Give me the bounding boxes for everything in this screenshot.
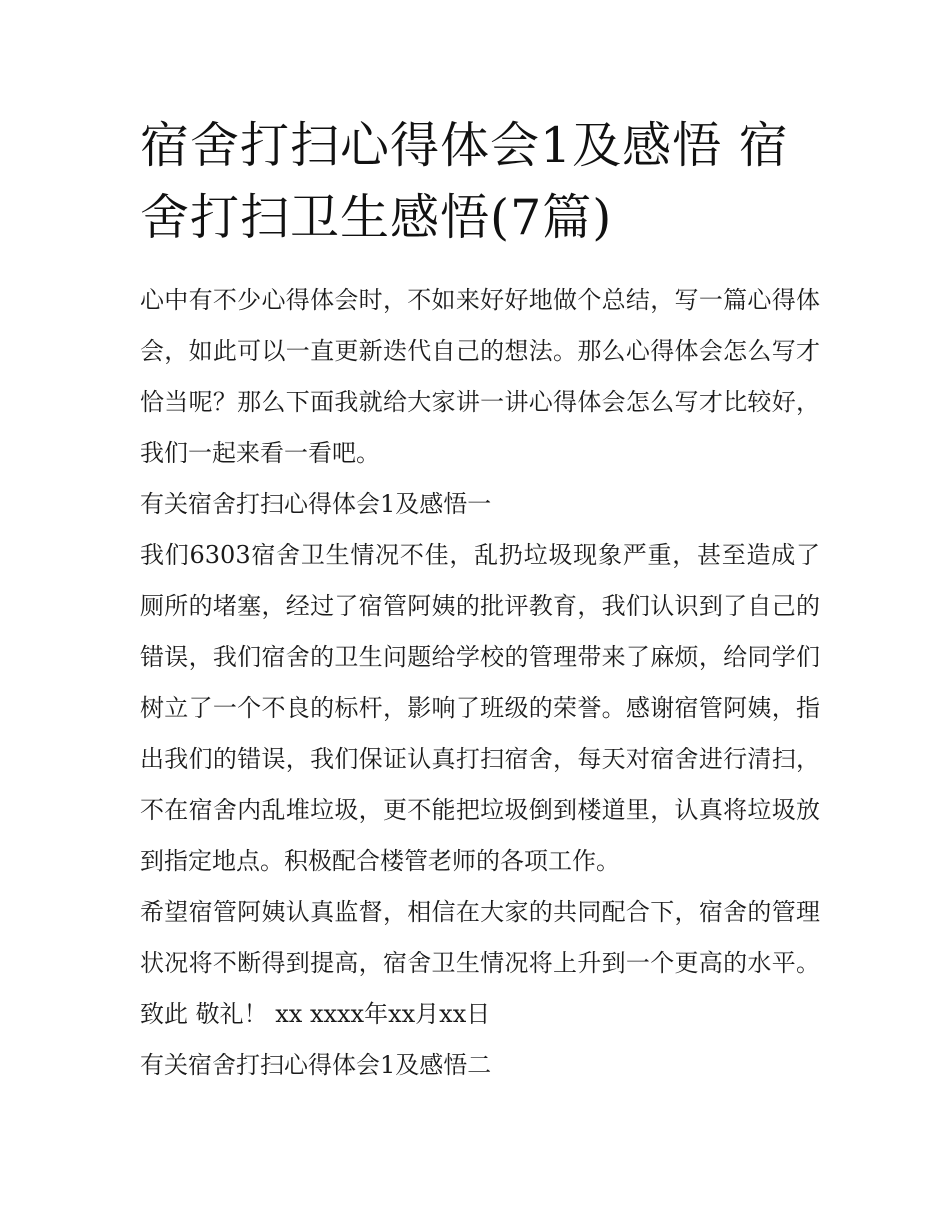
section-1-paragraph-1: 我们6303宿舍卫生情况不佳，乱扔垃圾现象严重，甚至造成了厕所的堵塞，经过了宿管阿姨的批评教育，我们认识到了自己的错误，我们宿舍的卫生问题给学校的管理带来了麻烦，给同学们树立了一个不良的标杆，影响了班级的荣誉。感谢宿管阿姨，指出我们的错误，我们保证认真打扫宿舍，每天对宿舍进行清扫，不在宿舍内乱堆垃圾，更不能把垃圾倒到楼道里，认真将垃圾放到指定地点。积极配合楼管老师的各项工作。 [140, 541, 820, 875]
section-heading-2: 有关宿舍打扫心得体会1及感悟二 [140, 1051, 492, 1079]
intro-paragraph: 心中有不少心得体会时，不如来好好地做个总结，写一篇心得体会，如此可以一直更新迭代自己的想法。那么心得体会怎么写才恰当呢？那么下面我就给大家讲一讲心得体会怎么写才比较好，我们一起来看一看吧。 [140, 286, 820, 467]
section-1-paragraph-2: 希望宿管阿姨认真监督，相信在大家的共同配合下，宿舍的管理状况将不断得到提高，宿舍卫生情况将上升到一个更高的水平。 致此 敬礼！ xx xxxx年xx月xx日 [140, 898, 820, 1028]
section-heading-1: 有关宿舍打扫心得体会1及感悟一 [140, 490, 492, 518]
document-body [140, 275, 820, 1091]
document-title: 宿舍打扫心得体会1及感悟 宿舍打扫卫生感悟(7篇) [140, 117, 789, 246]
